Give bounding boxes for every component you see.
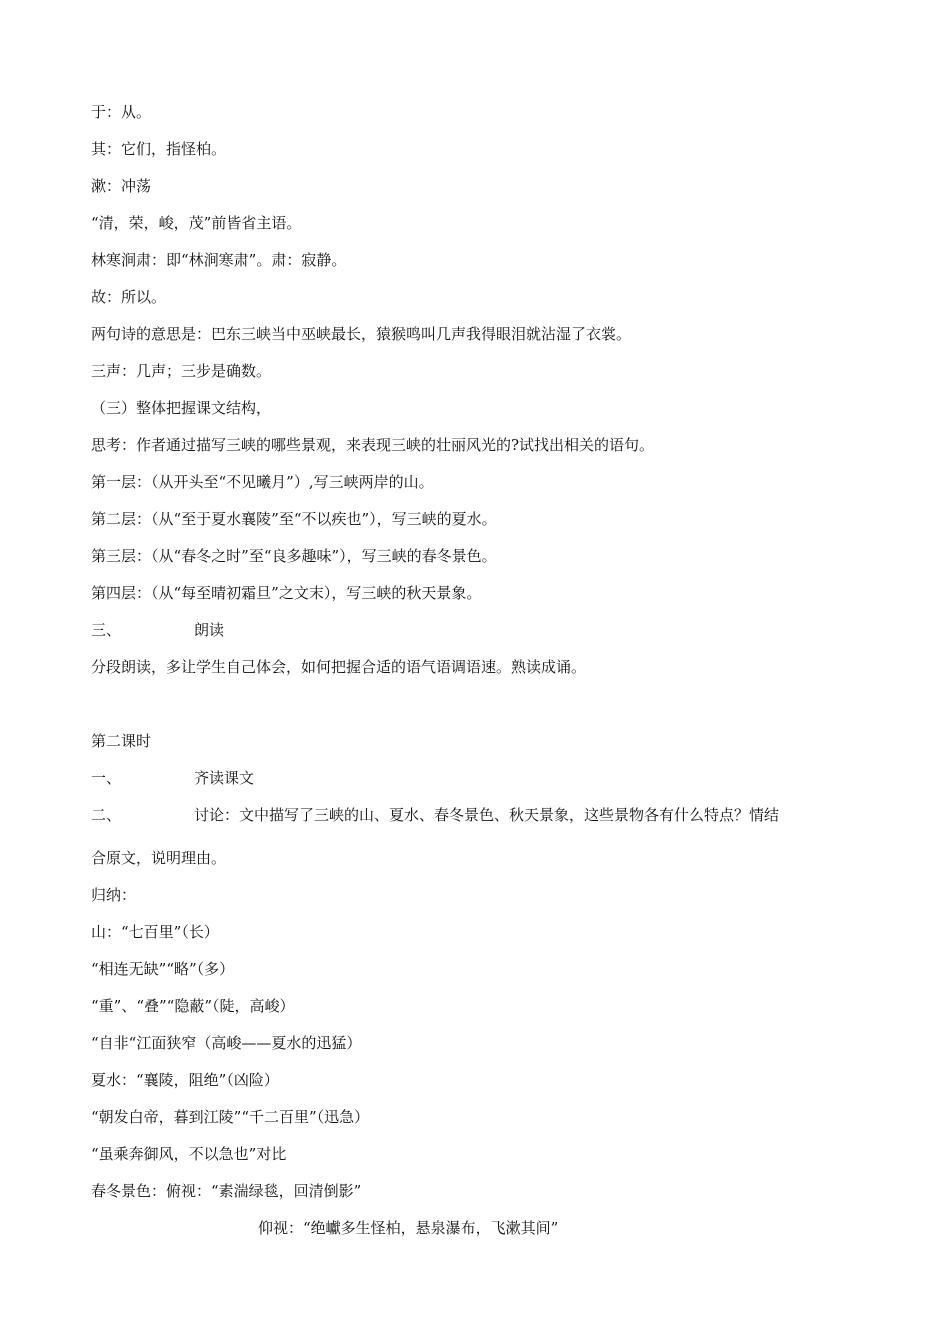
lesson-title: 第二课时 <box>91 732 152 750</box>
text-line: 漱：冲荡 <box>91 177 152 195</box>
section-heading <box>91 620 224 640</box>
section-title: 朗读 <box>194 621 225 639</box>
text-line: “虽乘奔御风，不以急也”对比 <box>91 1145 287 1163</box>
section-number: 三、 <box>91 621 122 639</box>
text-line: 仰视：“绝巘多生怪柏，悬泉瀑布，飞漱其间” <box>258 1219 559 1237</box>
text-line: 其：它们，指怪柏。 <box>91 140 227 158</box>
text-line: 故：所以。 <box>91 288 167 306</box>
text-line: 春冬景色：俯视：“素湍绿毯，回清倒影” <box>91 1182 362 1200</box>
list-item <box>91 805 779 825</box>
text-line: 归纳： <box>91 886 137 904</box>
list-item <box>91 768 254 788</box>
text-line: 两句诗的意思是：巴东三峡当中巫峡最长，猿猴鸣叫几声我得眼泪就沾湿了衣裳。 <box>91 325 632 343</box>
item-text: 讨论：文中描写了三峡的山、夏水、春冬景色、秋天景象，这些景物各有什么特点？情结 <box>194 806 780 824</box>
item-number: 二、 <box>91 806 122 824</box>
text-line: “清，荣，峻，茂”前皆省主语。 <box>91 214 302 232</box>
item-number: 一、 <box>91 769 122 787</box>
text-line: “自非“江面狭窄（高峻——夏水的迅猛） <box>91 1034 362 1052</box>
text-line: 第四层：（从“每至晴初霜旦”之文末），写三峡的秋天景象。 <box>91 584 482 602</box>
text-line: 第三层：（从“春冬之时”至“良多趣味”），写三峡的春冬景色。 <box>91 547 497 565</box>
section-heading: （三）整体把握课文结构， <box>91 399 272 417</box>
item-text: 齐读课文 <box>194 769 255 787</box>
text-line: 三声：几声；三步是确数。 <box>91 362 272 380</box>
text-line: 分段朗读，多让学生自己体会，如何把握合适的语气语调语速。熟读成诵。 <box>91 658 587 676</box>
text-line: 思考：作者通过描写三峡的哪些景观，来表现三峡的壮丽风光的?试找出相关的语句。 <box>91 436 655 454</box>
text-line: 林寒涧肃：即“林涧寒肃”。肃：寂静。 <box>91 251 347 269</box>
text-line: 于：从。 <box>91 103 152 121</box>
text-line: 夏水：“襄陵，阻绝”（凶险） <box>91 1071 279 1089</box>
text-line: “重”、“叠”“隐蔽”（陡，高峻） <box>91 997 295 1015</box>
text-line: 第一层：（从开头至“不见曦月”）,写三峡两岸的山。 <box>91 473 434 491</box>
text-line: 第二层：（从“至于夏水襄陵”至“不以疾也”），写三峡的夏水。 <box>91 510 497 528</box>
text-line: 山：“七百里”（长） <box>91 923 219 941</box>
text-line: “朝发白帝，暮到江陵”“千二百里”（迅急） <box>91 1108 370 1126</box>
text-line: “相连无缺”“略”（多） <box>91 960 235 978</box>
text-line: 合原文，说明理由。 <box>91 849 227 867</box>
